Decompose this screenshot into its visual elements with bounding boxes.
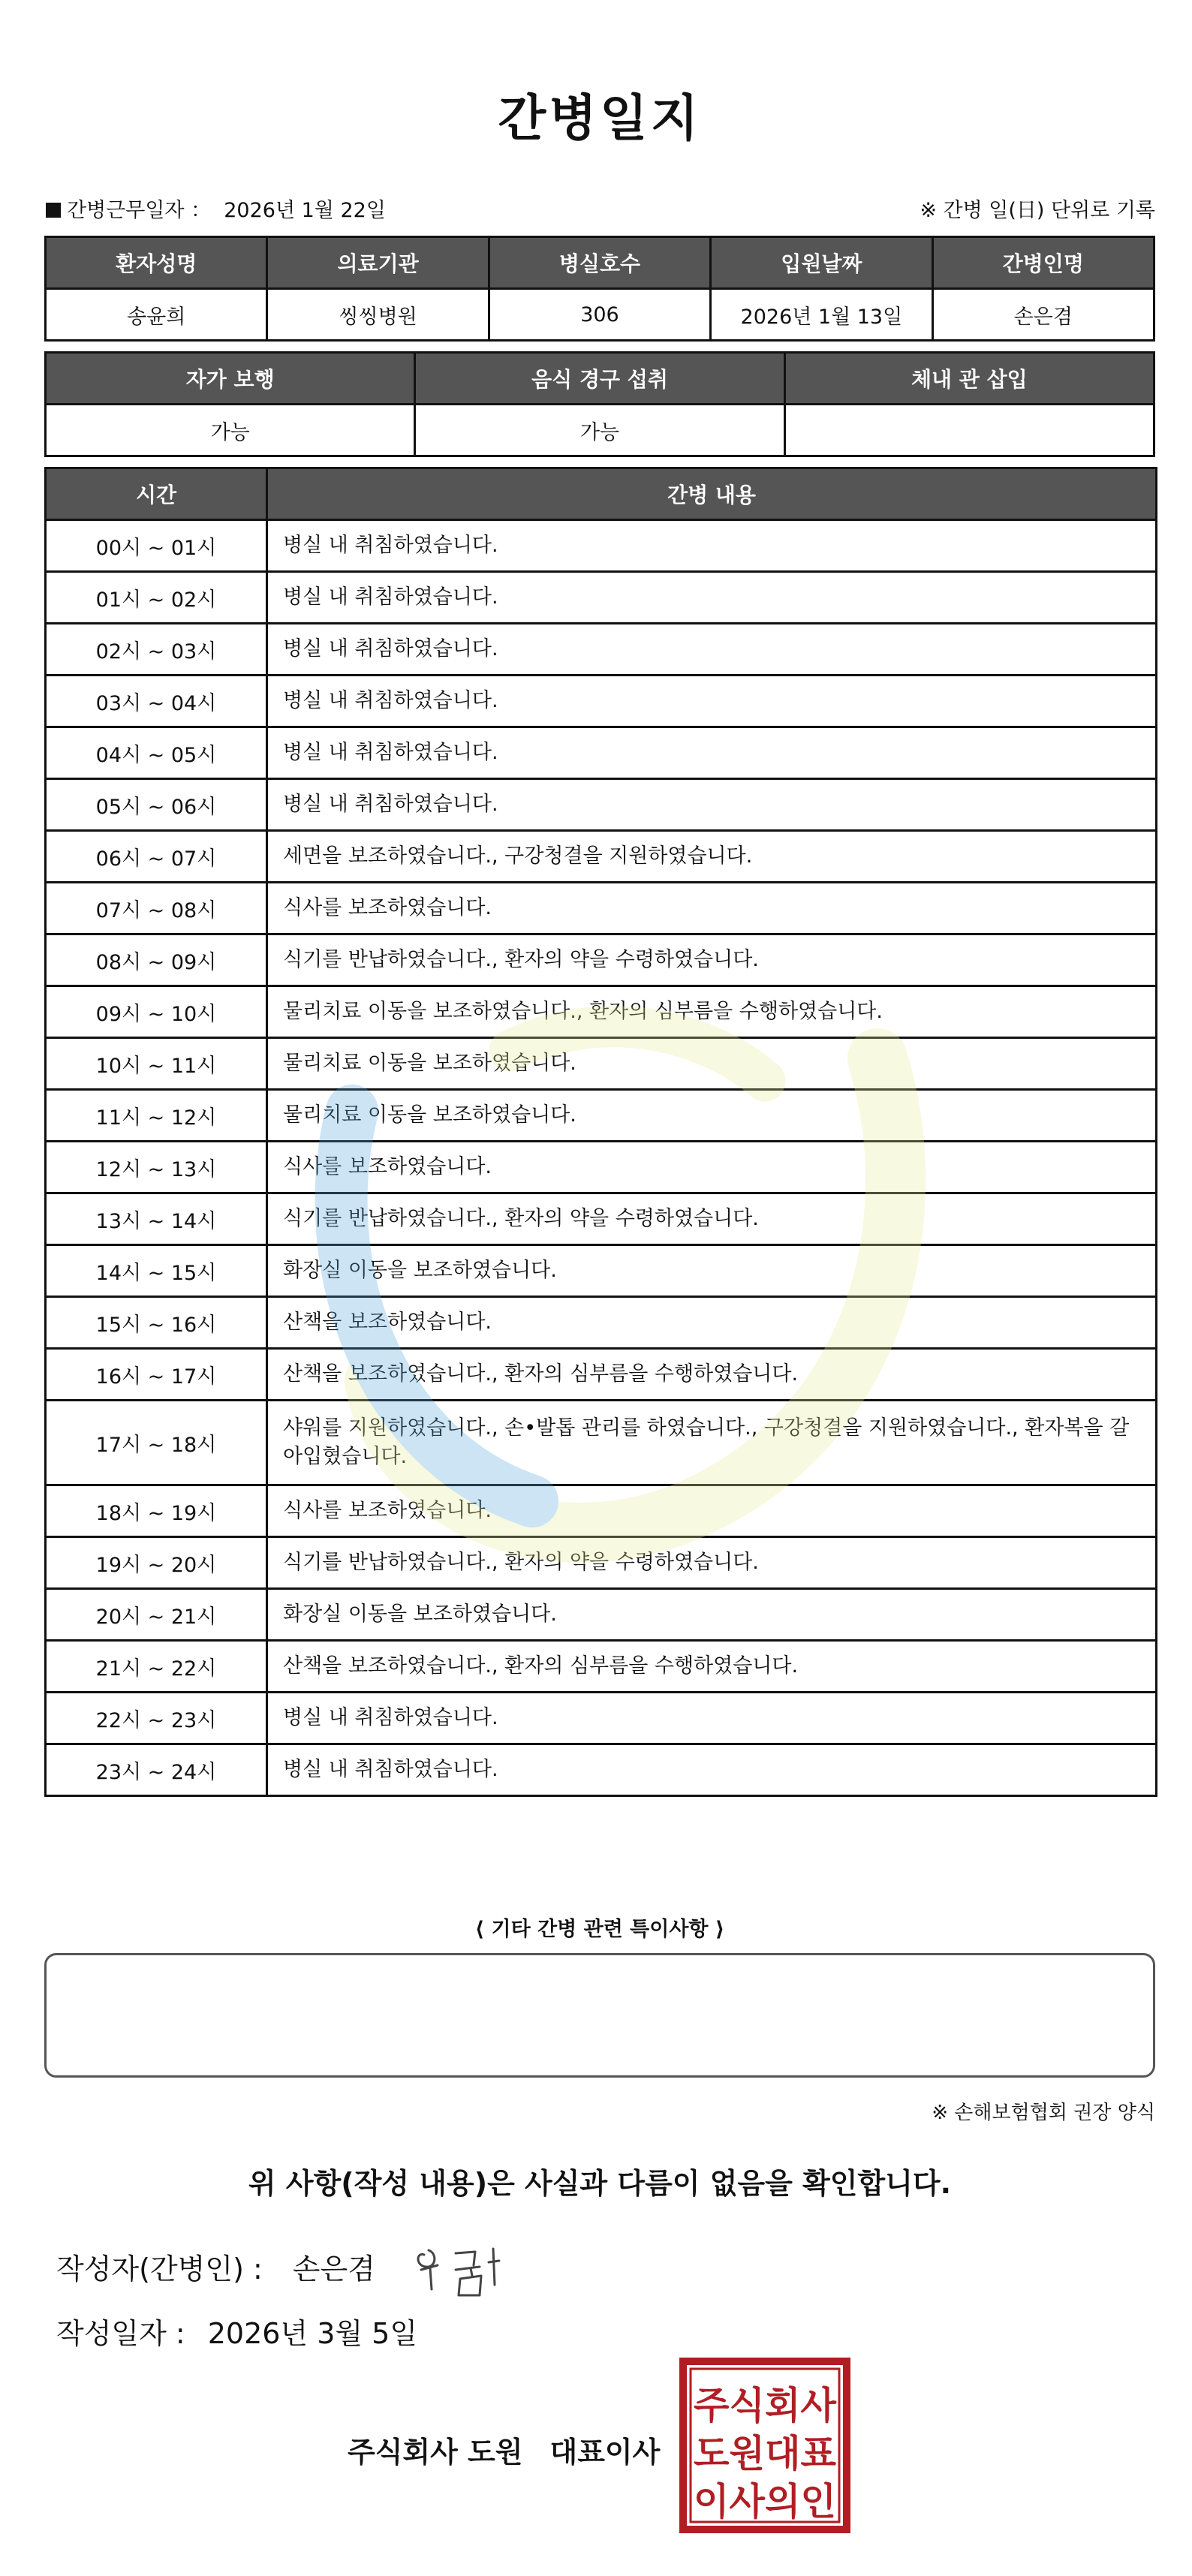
time-cell: 05시 ~ 06시 [46, 779, 267, 831]
header-care-content: 간병 내용 [267, 468, 1157, 520]
hospital-name: 씽씽병원 [267, 289, 489, 341]
table-row [46, 1537, 1157, 1589]
table-header-row [46, 468, 1157, 520]
table-row [46, 831, 1157, 883]
header-time: 시간 [46, 468, 267, 520]
company-seal-stamp [679, 2357, 851, 2534]
time-cell: 04시 ~ 05시 [46, 727, 267, 779]
table-row [46, 986, 1157, 1038]
time-cell: 07시 ~ 08시 [46, 883, 267, 934]
writer-label: 작성자(간병인) : [56, 2252, 263, 2286]
table-row [46, 1193, 1157, 1245]
time-cell: 19시 ~ 20시 [46, 1537, 267, 1589]
time-cell: 00시 ~ 01시 [46, 520, 267, 572]
table-header-row [46, 237, 1154, 289]
time-cell: 17시 ~ 18시 [46, 1401, 267, 1485]
table-row [46, 883, 1157, 934]
care-content-cell: 물리치료 이동을 보조하였습니다., 환자의 심부름을 수행하였습니다. [267, 986, 1157, 1038]
table-row [46, 1142, 1157, 1193]
header-admission-date: 입원날짜 [711, 237, 932, 289]
seal-text-line-2: 도원대표 [694, 2432, 837, 2475]
document-title: 간병일지 [498, 89, 702, 147]
table-row [46, 1485, 1157, 1537]
care-content-cell: 산책을 보조하였습니다., 환자의 심부름을 수행하였습니다. [267, 1349, 1157, 1401]
header-oral-intake: 음식 경구 섭취 [415, 353, 784, 405]
time-cell: 16시 ~ 17시 [46, 1349, 267, 1401]
care-content-cell: 세면을 보조하였습니다., 구강청결을 지원하였습니다. [267, 831, 1157, 883]
table-row [46, 1589, 1157, 1641]
time-cell: 01시 ~ 02시 [46, 572, 267, 624]
work-date-value: 2026년 1월 22일 [224, 199, 386, 222]
header-tube-insertion: 체내 관 삽입 [784, 353, 1154, 405]
tube-insertion-value [784, 405, 1154, 456]
table-row [46, 572, 1157, 624]
table-row [46, 1401, 1157, 1485]
handwritten-signature [411, 2232, 538, 2300]
table-row [46, 405, 1154, 456]
care-content-cell: 병실 내 취침하였습니다. [267, 727, 1157, 779]
square-bullet-icon [46, 203, 61, 218]
table-row [46, 1038, 1157, 1090]
table-row [46, 1641, 1157, 1693]
patient-status-table [44, 351, 1155, 457]
care-log-table [44, 467, 1157, 1797]
time-cell: 11시 ~ 12시 [46, 1090, 267, 1142]
table-row [46, 520, 1157, 572]
time-cell: 20시 ~ 21시 [46, 1589, 267, 1641]
representative-title: 대표이사 [549, 2436, 661, 2469]
care-content-cell: 병실 내 취침하였습니다. [267, 572, 1157, 624]
care-content-cell: 병실 내 취침하였습니다. [267, 779, 1157, 831]
care-content-cell: 병실 내 취침하였습니다. [267, 676, 1157, 727]
time-cell: 09시 ~ 10시 [46, 986, 267, 1038]
table-row [46, 289, 1154, 341]
time-cell: 18시 ~ 19시 [46, 1485, 267, 1537]
care-content-cell: 식사를 보조하였습니다. [267, 1142, 1157, 1193]
table-row [46, 727, 1157, 779]
patient-info-table [44, 236, 1155, 342]
special-notes-title: ⟨ 기타 간병 관련 특이사항 ⟩ [474, 1918, 725, 1941]
care-content-cell: 병실 내 취침하였습니다. [267, 520, 1157, 572]
care-content-cell: 식기를 반납하였습니다., 환자의 약을 수령하였습니다. [267, 1537, 1157, 1589]
time-cell: 23시 ~ 24시 [46, 1744, 267, 1796]
patient-name: 송윤희 [46, 289, 267, 341]
written-date-label: 작성일자 : [56, 2317, 185, 2350]
seal-text-line-1: 주식회사 [694, 2384, 837, 2427]
recommendation-note: ※ 손해보험협회 권장 양식 [932, 2102, 1155, 2124]
care-content-cell: 화장실 이동을 보조하였습니다. [267, 1245, 1157, 1297]
oral-intake-value: 가능 [415, 405, 784, 456]
work-date-label: 간병근무일자 ： [67, 199, 212, 222]
care-content-cell: 병실 내 취침하였습니다. [267, 1693, 1157, 1744]
table-row [46, 1090, 1157, 1142]
unit-note: ※ 간병 일(日) 단위로 기록 [920, 199, 1155, 222]
time-cell: 10시 ~ 11시 [46, 1038, 267, 1090]
care-content-cell: 화장실 이동을 보조하였습니다. [267, 1589, 1157, 1641]
time-cell: 21시 ~ 22시 [46, 1641, 267, 1693]
company-name: 주식회사 도원 [348, 2436, 523, 2469]
header-patient-name: 환자성명 [46, 237, 267, 289]
time-cell: 14시 ~ 15시 [46, 1245, 267, 1297]
care-content-cell: 물리치료 이동을 보조하였습니다. [267, 1038, 1157, 1090]
table-row [46, 1744, 1157, 1796]
seal-text-line-3: 이사의인 [694, 2480, 836, 2523]
table-row [46, 624, 1157, 676]
care-content-cell: 식기를 반납하였습니다., 환자의 약을 수령하였습니다. [267, 1193, 1157, 1245]
care-content-cell: 산책을 보조하였습니다., 환자의 심부름을 수행하였습니다. [267, 1641, 1157, 1693]
time-cell: 02시 ~ 03시 [46, 624, 267, 676]
header-caregiver-name: 간병인명 [932, 237, 1154, 289]
special-notes-box [44, 1953, 1155, 2078]
time-cell: 12시 ~ 13시 [46, 1142, 267, 1193]
room-number: 306 [489, 289, 710, 341]
header-room-number: 병실호수 [489, 237, 710, 289]
table-row [46, 1297, 1157, 1349]
time-cell: 08시 ~ 09시 [46, 934, 267, 986]
time-cell: 22시 ~ 23시 [46, 1693, 267, 1744]
table-row [46, 676, 1157, 727]
table-row [46, 1693, 1157, 1744]
admission-date: 2026년 1월 13일 [711, 289, 932, 341]
table-header-row [46, 353, 1154, 405]
care-content-cell: 산책을 보조하였습니다. [267, 1297, 1157, 1349]
table-row [46, 779, 1157, 831]
writer-name: 손은겸 [292, 2252, 375, 2286]
work-date-line [46, 194, 386, 223]
table-row [46, 1349, 1157, 1401]
time-cell: 13시 ~ 14시 [46, 1193, 267, 1245]
written-date-line [56, 2310, 417, 2352]
caregiver-name: 손은겸 [932, 289, 1154, 341]
table-row [46, 1245, 1157, 1297]
self-walking-value: 가능 [46, 405, 415, 456]
care-content-cell: 병실 내 취침하였습니다. [267, 1744, 1157, 1796]
care-content-cell: 샤워를 지원하였습니다., 손•발톱 관리를 하였습니다., 구강청결을 지원하였습니다., 환자복을 갈아입혔습니다. [267, 1401, 1157, 1485]
care-content-cell: 물리치료 이동을 보조하였습니다. [267, 1090, 1157, 1142]
care-content-cell: 식사를 보조하였습니다. [267, 883, 1157, 934]
company-line [348, 2429, 660, 2470]
care-content-cell: 식사를 보조하였습니다. [267, 1485, 1157, 1537]
header-hospital: 의료기관 [267, 237, 489, 289]
header-self-walking: 자가 보행 [46, 353, 415, 405]
written-date-value: 2026년 3월 5일 [207, 2317, 418, 2350]
confirmation-statement: 위 사항(작성 내용)은 사실과 다름이 없음을 확인합니다. [248, 2167, 952, 2200]
time-cell: 03시 ~ 04시 [46, 676, 267, 727]
writer-line [56, 2246, 375, 2287]
time-cell: 06시 ~ 07시 [46, 831, 267, 883]
table-row [46, 934, 1157, 986]
care-content-cell: 병실 내 취침하였습니다. [267, 624, 1157, 676]
care-content-cell: 식기를 반납하였습니다., 환자의 약을 수령하였습니다. [267, 934, 1157, 986]
time-cell: 15시 ~ 16시 [46, 1297, 267, 1349]
